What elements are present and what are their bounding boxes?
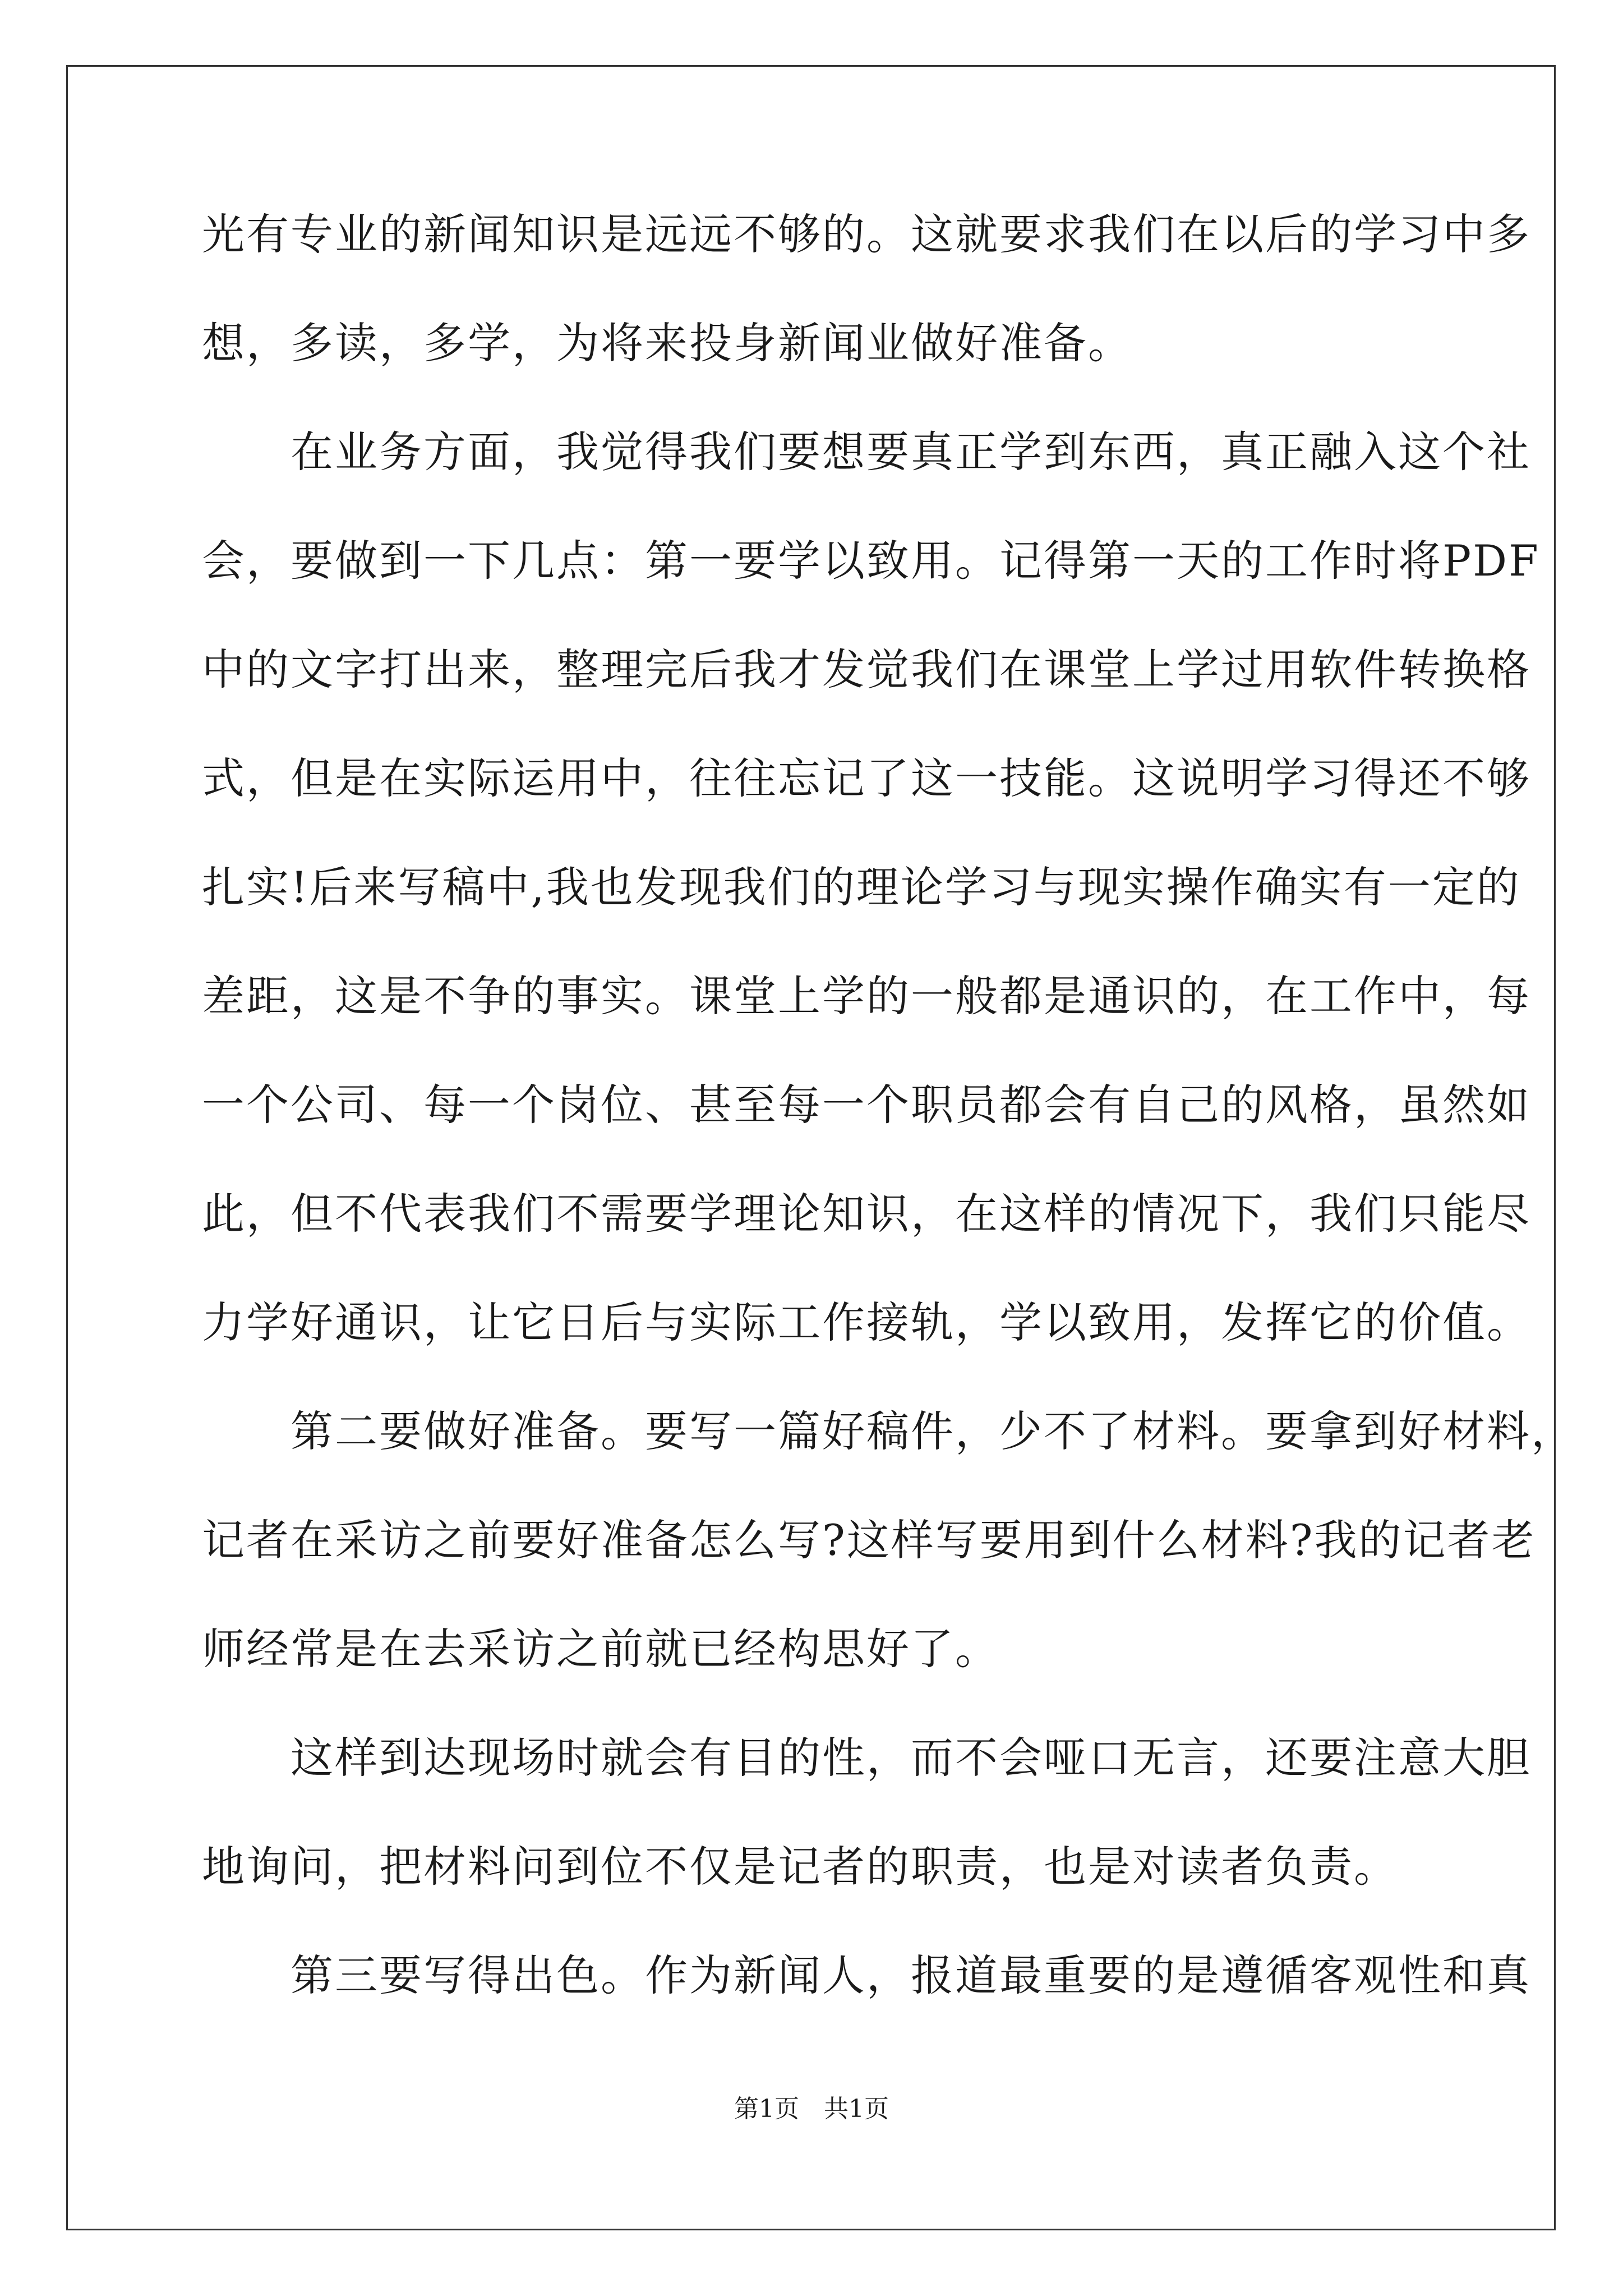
text-line: 一个公司、每一个岗位、甚至每一个职员都会有自己的风格，虽然如: [202, 1080, 1531, 1130]
text-line: 记者在采访之前要好准备怎么写?这样写要用到什么材料?我的记者老: [202, 1515, 1536, 1565]
text-line: 师经常是在去采访之前就已经构思好了。: [202, 1624, 999, 1674]
page-number-footer: 第1页 共1页: [734, 2095, 889, 2123]
text-line: 力学好通识，让它日后与实际工作接轨，学以致用，发挥它的价值。: [202, 1297, 1531, 1347]
text-line: 地询问，把材料问到位不仅是记者的职责，也是对读者负责。: [202, 1842, 1398, 1892]
text-line: 第二要做好准备。要写一篇好稿件，少不了材料。要拿到好材料，: [202, 1406, 1575, 1456]
text-line: 扎实!后来写稿中,我也发现我们的理论学习与现实操作确实有一定的: [202, 862, 1521, 912]
text-line: 想，多读，多学，为将来投身新闻业做好准备。: [202, 318, 1132, 368]
text-line: 此，但不代表我们不需要学理论知识，在这样的情况下，我们只能尽: [202, 1189, 1531, 1239]
text-line: 式，但是在实际运用中，往往忘记了这一技能。这说明学习得还不够: [202, 753, 1531, 803]
text-line: 会，要做到一下几点：第一要学以致用。记得第一天的工作时将PDF: [202, 536, 1540, 586]
text-line: 光有专业的新闻知识是远远不够的。这就要求我们在以后的学习中多: [202, 209, 1531, 259]
text-line: 第三要写得出色。作为新闻人，报道最重要的是遵循客观性和真: [202, 1950, 1531, 2000]
text-line: 在业务方面，我觉得我们要想要真正学到东西，真正融入这个社: [202, 427, 1531, 477]
document-body: [202, 209, 1575, 2063]
text-line: 中的文字打出来，整理完后我才发觉我们在课堂上学过用软件转换格: [202, 645, 1531, 694]
text-line: 这样到达现场时就会有目的性，而不会哑口无言，还要注意大胆: [202, 1733, 1531, 1783]
text-line: 差距，这是不争的事实。课堂上学的一般都是通识的，在工作中，每: [202, 971, 1531, 1021]
